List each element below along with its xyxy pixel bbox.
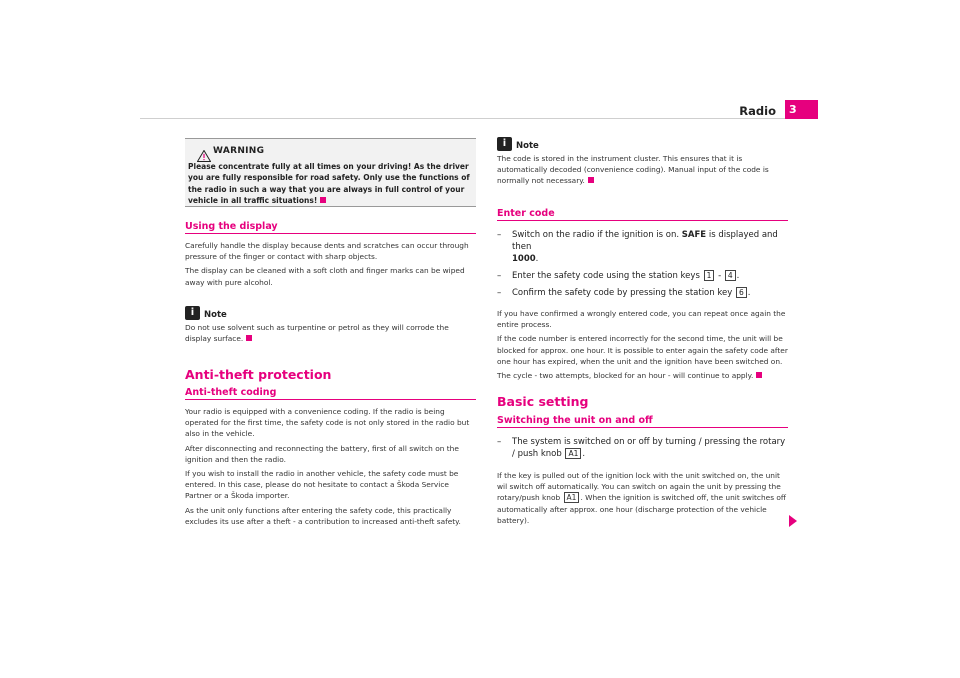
end-mark bbox=[588, 177, 594, 183]
using-display-p2: The display can be cleaned with a soft cloth and finger marks can be wiped away with pure alcohol. bbox=[185, 266, 465, 287]
heading-rule bbox=[497, 220, 788, 221]
header-rule bbox=[140, 118, 785, 119]
enter-code-p2: If the code number is entered incorrectly for the second time, the unit will be blocked for approx. one hour. It is possible to enter again the safety code after one hour has expired, when the unit and the ignition have been switched on. bbox=[497, 334, 788, 366]
using-display-heading: Using the display bbox=[185, 221, 278, 232]
heading-rule bbox=[497, 427, 788, 428]
page-number: 3 bbox=[785, 100, 818, 119]
note1-title: Note bbox=[204, 310, 227, 320]
note1-text: Do not use solvent such as turpentine or petrol as they will corrode the display surface. bbox=[185, 323, 449, 344]
anti-theft-p4: As the unit only functions after entering the safety code, this practically excludes its use after a theft - a contribution to increased anti-theft safety. bbox=[185, 505, 461, 526]
using-display-section bbox=[185, 221, 476, 291]
note2-text-wrap bbox=[497, 153, 788, 187]
anti-theft-p2: After disconnecting and reconnecting the battery, first of all switch on the ignition and then the radio. bbox=[185, 443, 459, 464]
warning-title: WARNING bbox=[213, 146, 265, 156]
basic-setting-section bbox=[497, 394, 788, 529]
basic-setting-heading: Basic setting bbox=[497, 394, 589, 409]
page-header-title: Radio bbox=[739, 104, 776, 118]
step2-text: Enter the safety code using the station keys bbox=[512, 271, 700, 281]
enter-code-p3-wrap bbox=[497, 370, 788, 381]
end-mark bbox=[320, 197, 326, 203]
anti-theft-heading: Anti-theft protection bbox=[185, 367, 332, 382]
step3-text: Confirm the safety code by pressing the station key bbox=[512, 288, 733, 298]
note-icon: i bbox=[185, 306, 200, 320]
note2-section bbox=[497, 137, 788, 187]
switching-p1 bbox=[497, 470, 788, 526]
step1-text-b: is displayed and then bbox=[512, 230, 778, 252]
warning-text: Please concentrate fully at all times on your driving! As the driver you are fully responsible for road safety. Only use the functions of the radio in such a way that you are always in full control of your vehicle in all traffic situations! bbox=[188, 162, 470, 205]
station-key-1: 1 bbox=[704, 270, 715, 281]
note-icon: i bbox=[497, 137, 512, 151]
switching-step1-text: The system is switched on or off by turning / pressing the rotary / push knob bbox=[512, 437, 786, 459]
display-safe: SAFE bbox=[681, 230, 707, 240]
key-range-separator: - bbox=[718, 271, 722, 281]
station-key-6: 6 bbox=[736, 287, 747, 298]
next-page-arrow-icon bbox=[789, 515, 797, 527]
rotary-knob-ref: A1 bbox=[565, 448, 581, 459]
enter-code-section bbox=[497, 208, 788, 384]
anti-theft-p3: If you wish to install the radio in another vehicle, the safety code must be entered. In this case, please do not hesitate to contact a Škoda Service Partner or a Škoda importer. bbox=[185, 469, 459, 501]
warning-box bbox=[185, 138, 476, 207]
enter-code-p3: The cycle - two attempts, blocked for an hour - will continue to apply. bbox=[497, 371, 754, 381]
heading-rule bbox=[185, 399, 476, 400]
switching-heading: Switching the unit on and off bbox=[497, 415, 653, 426]
display-code: 1000 bbox=[512, 254, 536, 264]
enter-code-step3: – Confirm the safety code by pressing the station key 6 . bbox=[497, 288, 751, 298]
note2-title: Note bbox=[516, 141, 539, 151]
rotary-knob-ref: A1 bbox=[564, 492, 580, 503]
enter-code-step2: – Enter the safety code using the station keys 1 - 4 . bbox=[497, 271, 740, 281]
note2-text: The code is stored in the instrument cluster. This ensures that it is automatically decoded (convenience coding). Manual input of the code is normally not necessary. bbox=[497, 154, 769, 186]
step1-text: Switch on the radio if the ignition is on. bbox=[512, 230, 680, 240]
enter-code-step1: – Switch on the radio if the ignition is on. SAFE is displayed and then 1000. bbox=[497, 230, 778, 264]
switching-p1-b: . When the ignition is switched off, the unit switches off automatically after approx. one hour (discharge protection of the vehicle battery). bbox=[497, 493, 787, 525]
enter-code-p1: If you have confirmed a wrongly entered code, you can repeat once again the entire process. bbox=[497, 309, 786, 330]
heading-rule bbox=[185, 233, 476, 234]
switching-step1: – The system is switched on or off by turning / pressing the rotary / push knob A1 . bbox=[497, 437, 786, 459]
enter-code-heading: Enter code bbox=[497, 208, 555, 219]
anti-theft-p1: Your radio is equipped with a convenience coding. If the radio is being operated for the first time, the safety code is not only stored in the radio but also in the vehicle. bbox=[185, 407, 470, 439]
anti-theft-subheading: Anti-theft coding bbox=[185, 387, 277, 398]
end-mark bbox=[246, 335, 252, 341]
note1-text-wrap bbox=[185, 322, 476, 344]
end-mark bbox=[756, 372, 762, 378]
using-display-p1: Carefully handle the display because dents and scratches can occur through pressure of the finger or contact with sharp objects. bbox=[185, 241, 469, 262]
station-key-4: 4 bbox=[725, 270, 736, 281]
anti-theft-section bbox=[185, 367, 476, 530]
switching-p1-a: If the key is pulled out of the ignition lock with the unit switched on, the unit wil switch off automatically. You can switch on again the unit by pressing the rotary/push knob bbox=[497, 471, 781, 503]
note1-section bbox=[185, 306, 476, 344]
warning-text-wrap bbox=[188, 161, 474, 206]
